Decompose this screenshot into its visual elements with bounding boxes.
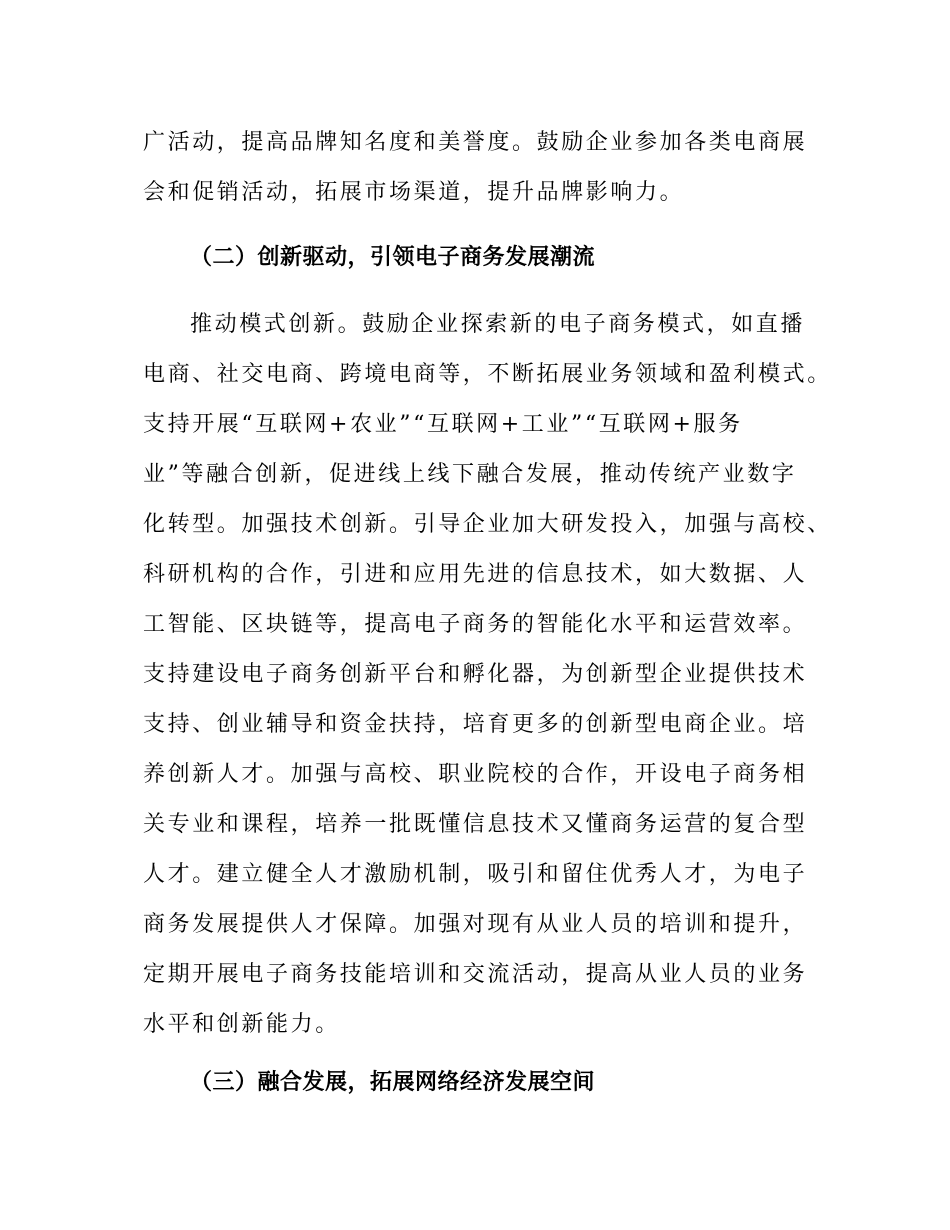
paragraph-line: 商务发展提供人才保障。加强对现有从业人员的培训和提升， bbox=[143, 912, 808, 937]
paragraph-line: 养创新人才。加强与高校、职业院校的合作，开设电子商务相 bbox=[143, 762, 808, 787]
paragraph-line: 化转型。加强技术创新。引导企业加大研发投入，加强与高校、 bbox=[143, 512, 832, 537]
paragraph-line: 广活动，提高品牌知名度和美誉度。鼓励企业参加各类电商展 bbox=[143, 130, 808, 155]
paragraph-line: 支持、创业辅导和资金扶持，培育更多的创新型电商企业。培 bbox=[143, 712, 808, 737]
paragraph-line: 支持开展“互联网+农业”“互联网+工业”“互联网+服务 bbox=[143, 412, 743, 437]
paragraph-line: 科研机构的合作，引进和应用先进的信息技术，如大数据、人 bbox=[143, 562, 808, 587]
paragraph-line: 电商、社交电商、跨境电商等，不断拓展业务领域和盈利模式。 bbox=[143, 362, 832, 387]
paragraph-line: 工智能、区块链等，提高电子商务的智能化水平和运营效率。 bbox=[143, 612, 808, 637]
paragraph-line: 支持建设电子商务创新平台和孵化器，为创新型企业提供技术 bbox=[143, 662, 808, 687]
section-heading-3: （三）融合发展，拓展网络经济发展空间 bbox=[190, 1070, 596, 1095]
paragraph-line: 水平和创新能力。 bbox=[143, 1012, 340, 1037]
paragraph-line: 人才。建立健全人才激励机制，吸引和留住优秀人才，为电子 bbox=[143, 862, 808, 887]
paragraph-line: 业”等融合创新，促进线上线下融合发展，推动传统产业数字 bbox=[143, 462, 797, 487]
section-heading-2: （二）创新驱动，引领电子商务发展潮流 bbox=[190, 245, 596, 270]
paragraph-line: 会和促销活动，拓展市场渠道，提升品牌影响力。 bbox=[143, 180, 685, 205]
paragraph-line: 推动模式创新。鼓励企业探索新的电子商务模式，如直播 bbox=[190, 312, 806, 337]
paragraph-line: 关专业和课程，培养一批既懂信息技术又懂商务运营的复合型 bbox=[143, 812, 808, 837]
paragraph-line: 定期开展电子商务技能培训和交流活动，提高从业人员的业务 bbox=[143, 962, 808, 987]
